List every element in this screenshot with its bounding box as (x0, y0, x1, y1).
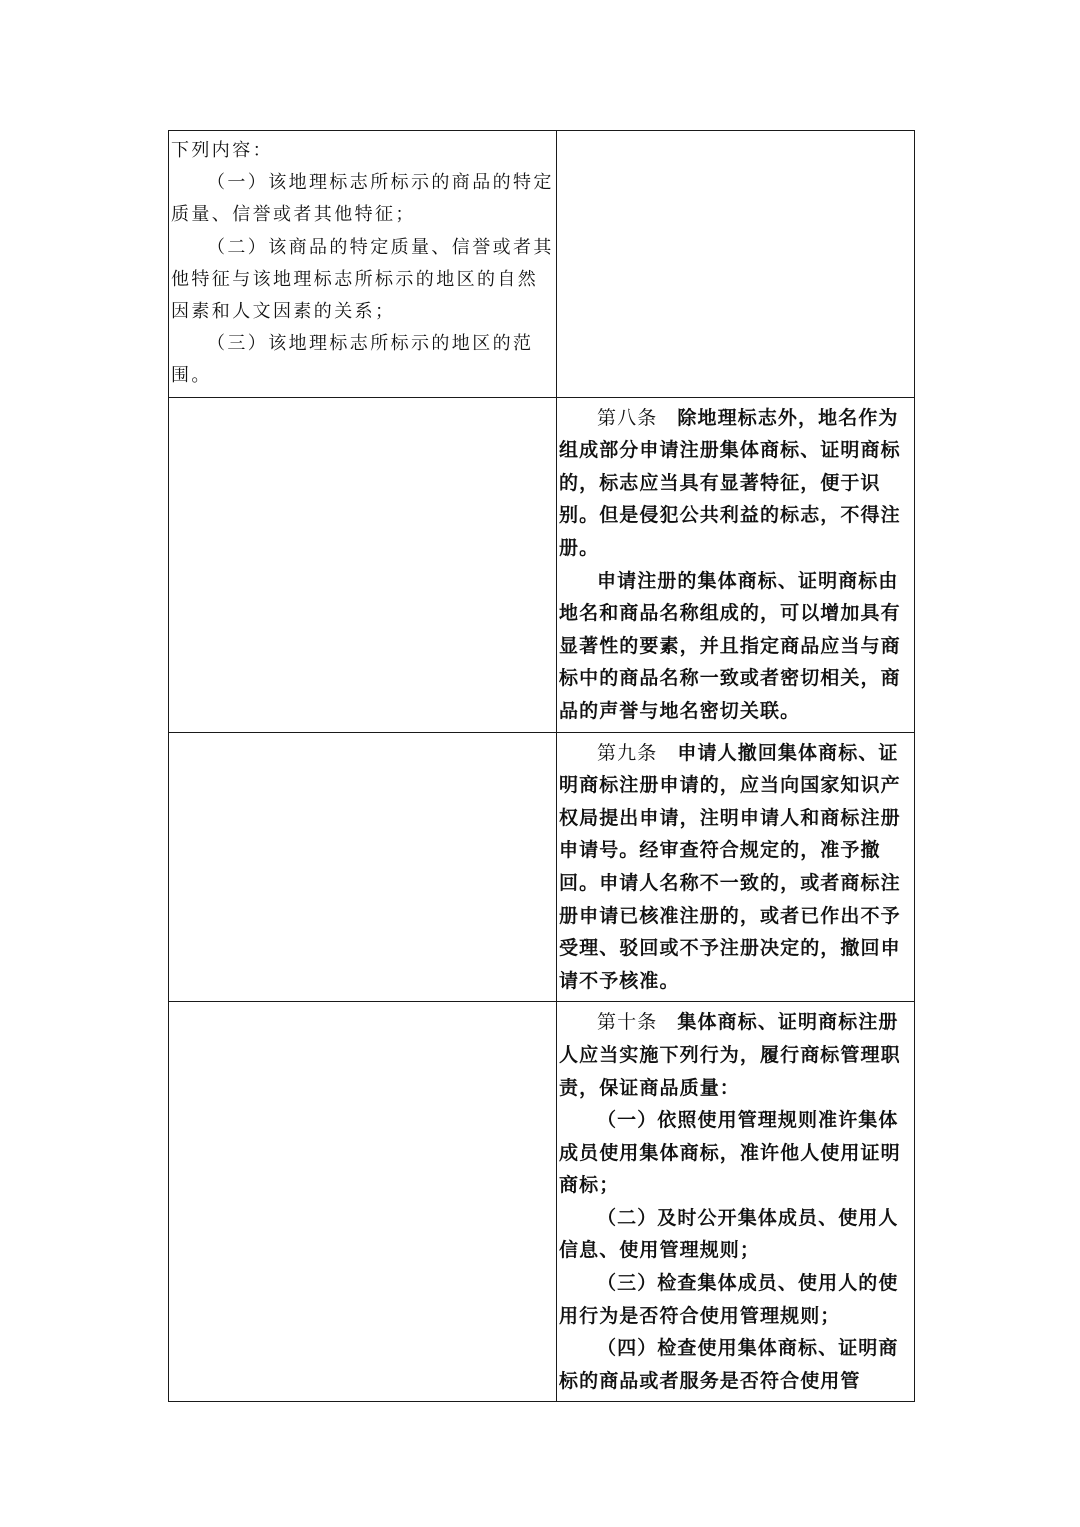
new-text-cell (557, 131, 915, 398)
paragraph: （三）检查集体成员、使用人的使用行为是否符合使用管理规则； (559, 1272, 899, 1327)
table-row (169, 1002, 915, 1402)
table-row (169, 131, 915, 398)
article-paragraph (559, 737, 912, 998)
new-text-cell (557, 397, 915, 732)
new-text-cell (557, 1002, 915, 1402)
paragraph: （二）该商品的特定质量、信誉或者其他特征与该地理标志所标示的地区的自然因素和人文因素的关系； (171, 236, 554, 323)
old-text-cell (169, 1002, 557, 1402)
article-heading: 第八条 (597, 406, 658, 429)
table-row (169, 397, 915, 732)
old-text-cell (169, 397, 557, 732)
article-text: 申请人撤回集体商标、证明商标注册申请的，应当向国家知识产权局提出申请，注明申请人和商标注册申请号。经审查符合规定的，准予撤回。申请人名称不一致的，或者商标注册申请已核准注册的，或者已作出不予受理、驳回或不予注册决定的，撤回申请不予核准。 (559, 741, 901, 992)
paragraph: （二）及时公开集体成员、使用人信息、使用管理规则； (559, 1206, 899, 1262)
comparison-table (168, 130, 915, 1402)
article-text: 除地理标志外，地名作为组成部分申请注册集体商标、证明商标的，标志应当具有显著特征，便于识别。但是侵犯公共利益的标志，不得注册。 (559, 406, 901, 559)
paragraph: （四）检查使用集体商标、证明商标的商品或者服务是否符合使用管 (559, 1337, 899, 1392)
old-text-cell (169, 131, 557, 398)
new-text-cell (557, 732, 915, 1002)
article-heading: 第九条 (597, 741, 658, 764)
article-text: 集体商标、证明商标注册人应当实施下列行为，履行商标管理职责，保证商品质量： (559, 1011, 901, 1099)
paragraph: （一）依照使用管理规则准许集体成员使用集体商标，准许他人使用证明商标； (559, 1109, 901, 1197)
paragraph: （三）该地理标志所标示的地区的范围。 (171, 333, 534, 387)
table-row (169, 732, 915, 1002)
paragraph: （一）该地理标志所标示的商品的特定质量、信誉或者其他特征； (171, 172, 554, 226)
article-paragraph (559, 1006, 912, 1104)
article-heading: 第十条 (597, 1011, 658, 1034)
paragraph: 申请注册的集体商标、证明商标由地名和商品名称组成的，可以增加具有显著性的要素，并且指定商品应当与商标中的商品名称一致或者密切相关，商品的声誉与地名密切关联。 (559, 569, 901, 722)
article-paragraph (559, 402, 912, 565)
paragraph: 下列内容： (171, 140, 273, 161)
old-text-cell (169, 732, 557, 1002)
